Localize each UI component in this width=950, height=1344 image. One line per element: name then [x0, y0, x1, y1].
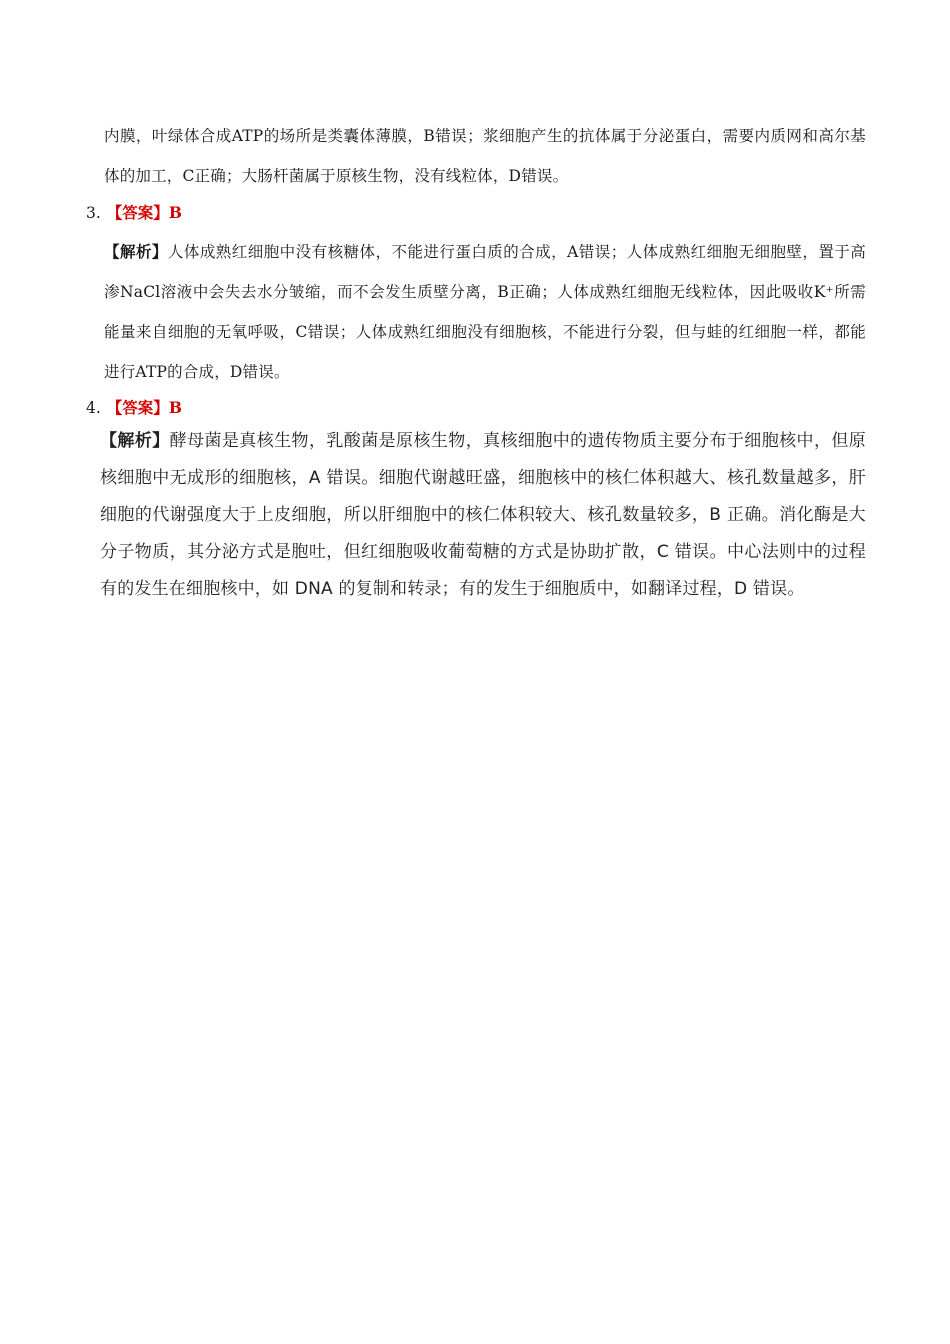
question-3-answer-tag: 【答案】 — [106, 203, 169, 222]
question-3-analysis — [104, 232, 866, 392]
question-4-analysis — [100, 423, 866, 608]
question-4-analysis-tag: 【解析】 — [100, 431, 170, 451]
continued-analysis-paragraph: 内膜，叶绿体合成ATP的场所是类囊体薄膜，B错误；浆细胞产生的抗体属于分泌蛋白，需要内质网和高尔基体的加工，C正确；大肠杆菌属于原核生物，没有线粒体，D错误。 — [104, 127, 866, 185]
question-3-answer-value: B — [168, 203, 182, 222]
question-4-number: 4. — [86, 399, 101, 417]
question-4-answer-line — [86, 396, 182, 420]
question-3-analysis-text: 人体成熟红细胞中没有核糖体，不能进行蛋白质的合成，A错误；人体成熟红细胞无细胞壁，置于高渗NaCl溶液中会失去水分皱缩，而不会发生质壁分离，B正确；人体成熟红细胞无线粒体，因此吸收K⁺所需能量来自细胞的无氧呼吸，C错误；人体成熟红细胞没有细胞核，不能进行分裂，但与蛙的红细胞一样，都能进行ATP的合成，D错误。 — [104, 243, 866, 381]
question-4-answer-value: B — [168, 398, 182, 417]
question-3-analysis-tag: 【解析】 — [104, 242, 168, 261]
question-4-answer-tag: 【答案】 — [106, 398, 169, 417]
question-4-analysis-text: 酵母菌是真核生物，乳酸菌是原核生物，真核细胞中的遗传物质主要分布于细胞核中，但原核细胞中无成形的细胞核，A 错误。细胞代谢越旺盛，细胞核中的核仁体积越大、核孔数量越多，肝细胞的代谢强度大于上皮细胞，所以肝细胞中的核仁体积较大、核孔数量较多，B 正确。消化酶是大分子物质，其分泌方式是胞吐，但红细胞吸收葡萄糖的方式是协助扩散，C 错误。中心法则中的过程有的发生在细胞核中，如 DNA 的复制和转录；有的发生于细胞质中，如翻译过程，D 错误。 — [100, 431, 866, 599]
question-3-number: 3. — [86, 204, 101, 222]
question-3-answer-line — [86, 201, 182, 225]
